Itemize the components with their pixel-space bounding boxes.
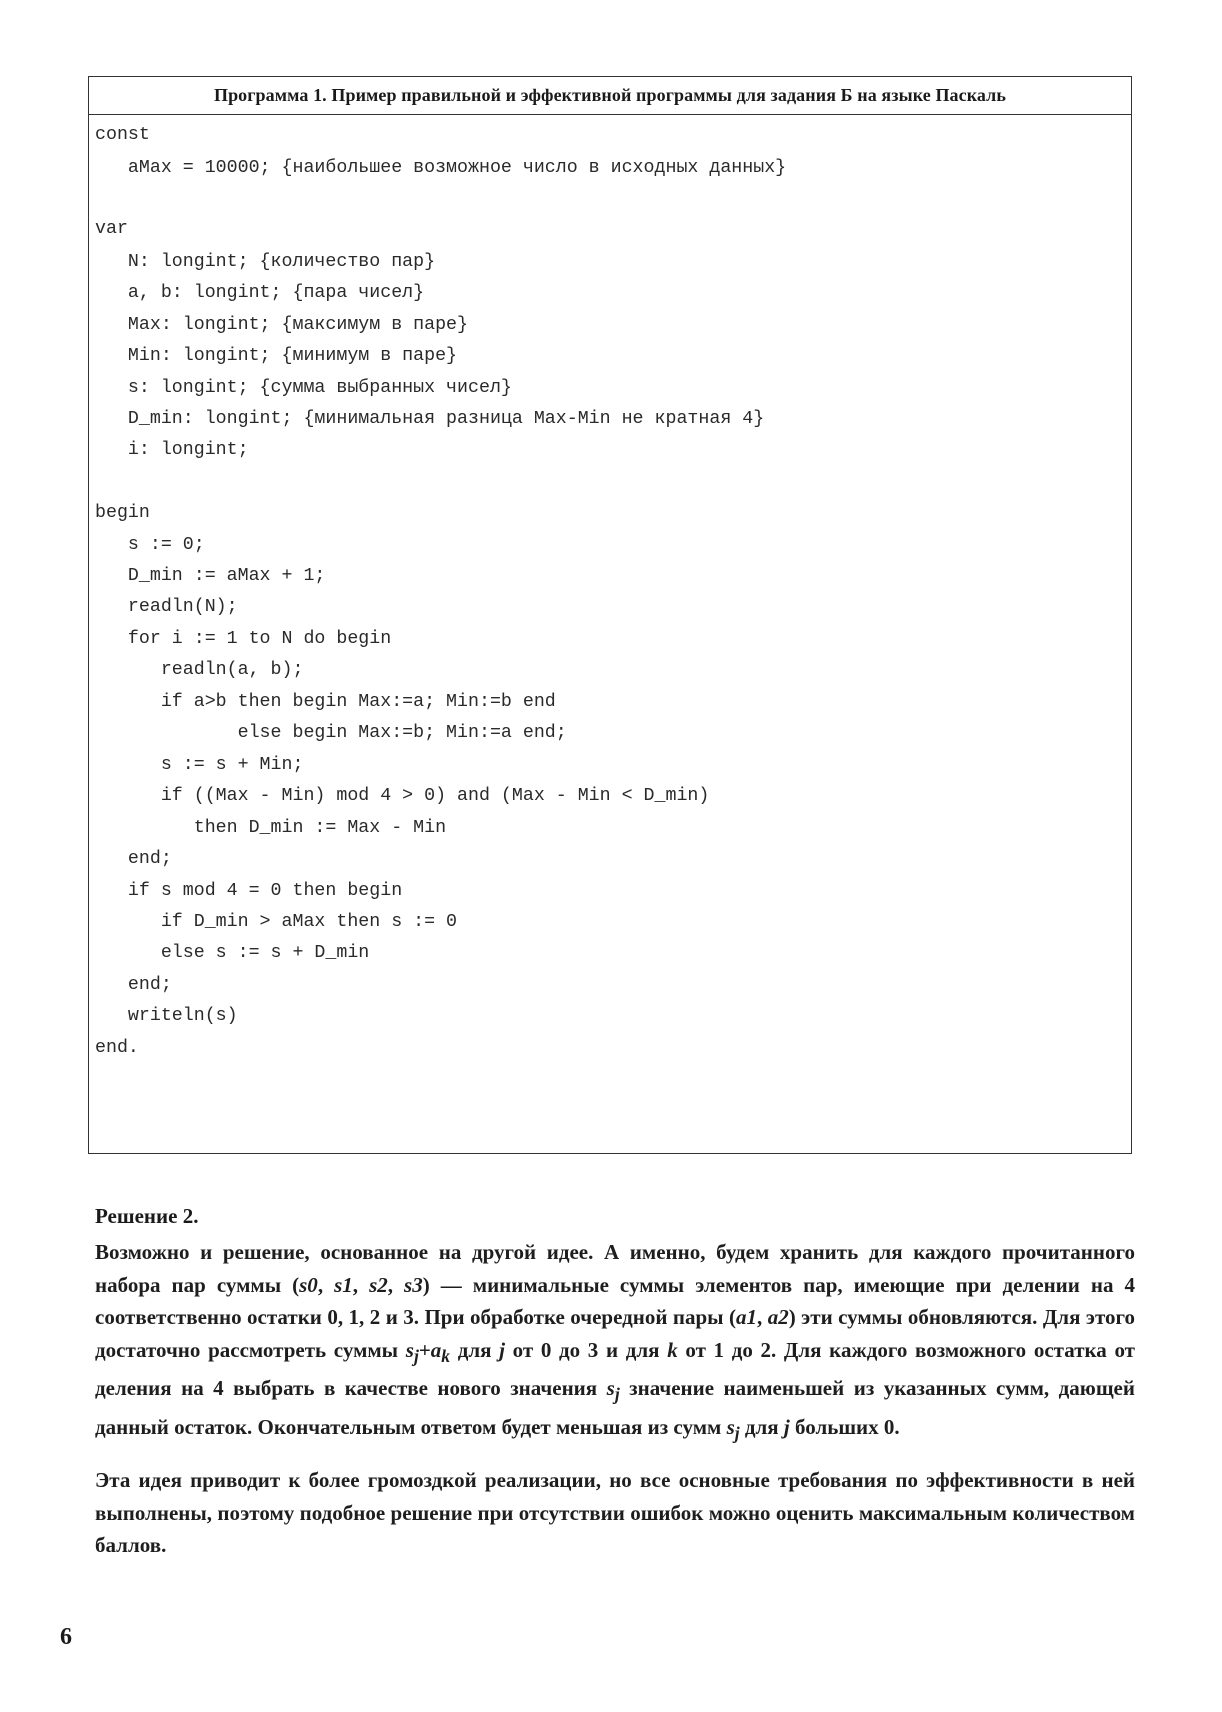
- var-a: a: [430, 1337, 442, 1362]
- var-s0: s0: [299, 1272, 318, 1297]
- text-run: ) — минимальные суммы элементов пар, имеющие при делении на 4 соответственно остатки 0, 1, 2 и 3. При обработке очередной пары (: [95, 1272, 1136, 1329]
- code-line: aMax = 10000; {наибольшее возможное число в исходных данных}: [95, 158, 787, 178]
- code-line: then D_min := Max - Min: [95, 818, 447, 838]
- subscript-k: k: [441, 1345, 451, 1366]
- var-j: j: [499, 1337, 505, 1362]
- var-s1: s1: [334, 1272, 353, 1297]
- text-run: больших 0.: [789, 1414, 900, 1439]
- code-line: if D_min > aMax then s := 0: [95, 912, 458, 932]
- subscript-j: j: [413, 1345, 419, 1366]
- text-run: ,: [352, 1272, 370, 1297]
- var-s2: s2: [369, 1272, 388, 1297]
- code-line: readln(N);: [95, 597, 238, 617]
- code-line: for i := 1 to N do begin: [95, 629, 392, 649]
- code-line: else s := s + D_min: [95, 943, 370, 963]
- code-line: end;: [95, 975, 172, 995]
- var-s: s: [726, 1414, 735, 1439]
- var-k: k: [667, 1337, 678, 1362]
- code-line: if s mod 4 = 0 then begin: [95, 881, 403, 901]
- code-line: else begin Max:=b; Min:=a end;: [95, 723, 567, 743]
- var-j: j: [783, 1414, 790, 1439]
- text-run: от 0 до 3 и для: [504, 1337, 668, 1362]
- program-listing-box: [88, 76, 1132, 1154]
- code-line: var: [95, 219, 128, 239]
- text-run: ,: [757, 1305, 768, 1329]
- code-line: i: longint;: [95, 440, 249, 460]
- code-line: s: longint; {сумма выбранных чисел}: [95, 378, 512, 398]
- text-run: от 1 до 2. Для каждого возможного остатка от деления на 4 выбрать в качестве нового значения: [95, 1337, 1135, 1401]
- subscript-j: j: [614, 1384, 620, 1405]
- code-line: Min: longint; {минимум в паре}: [95, 346, 458, 366]
- code-line: readln(a, b);: [95, 660, 304, 680]
- code-line: s := s + Min;: [95, 755, 304, 775]
- var-a1: a1: [736, 1305, 758, 1329]
- plus-sign: +: [418, 1337, 431, 1362]
- text-run: Возможно и решение, основанное на другой идее. А именно, будем хранить для каждого прочитанного набора пар суммы (: [95, 1240, 1135, 1297]
- text-run: для: [739, 1414, 784, 1439]
- solution-paragraph-2: Эта идея приводит к более громоздкой реализации, но все основные требования по эффективности в ней выполнены, поэтому подобное решение при отсутствии ошибок можно оценить максимальным количеством баллов.: [95, 1468, 1135, 1557]
- code-line: const: [95, 125, 150, 145]
- solution-heading: Решение 2.: [95, 1204, 199, 1228]
- text-run: ,: [317, 1272, 335, 1297]
- code-line: end;: [95, 849, 172, 869]
- code-line: if a>b then begin Max:=a; Min:=b end: [95, 692, 556, 712]
- code-line: Max: longint; {максимум в паре}: [95, 315, 468, 335]
- code-line: writeln(s): [95, 1006, 238, 1026]
- code-line: begin: [95, 503, 150, 523]
- text-run: ) эти суммы обновляются. Для этого достаточно рассмотреть суммы: [95, 1305, 1136, 1362]
- text-run: для: [450, 1337, 500, 1362]
- code-line: a, b: longint; {пара чисел}: [95, 283, 425, 303]
- text-run: ,: [387, 1272, 405, 1297]
- text-run: значение наименьшей из указанных сумм, дающей данный остаток. Окончательным ответом будет меньшая из сумм: [95, 1376, 1135, 1439]
- code-line: if ((Max - Min) mod 4 > 0) and (Max - Min < D_min): [95, 786, 710, 806]
- var-s: s: [606, 1376, 615, 1401]
- var-a2: a2: [767, 1305, 789, 1329]
- code-line: end.: [95, 1038, 139, 1058]
- code-line: s := 0;: [95, 535, 205, 555]
- var-s3: s3: [404, 1272, 423, 1297]
- code-line: N: longint; {количество пар}: [95, 252, 436, 272]
- code-line: D_min := aMax + 1;: [95, 566, 326, 586]
- solution-paragraph-1: [95, 1236, 1135, 1450]
- var-s: s: [405, 1337, 414, 1362]
- code-line: D_min: longint; {минимальная разница Max-Min не кратная 4}: [95, 409, 765, 429]
- subscript-j: j: [734, 1423, 740, 1444]
- page-number: 6: [60, 1624, 72, 1650]
- program-caption: Программа 1. Пример правильной и эффективной программы для задания Б на языке Паскаль: [89, 77, 1131, 115]
